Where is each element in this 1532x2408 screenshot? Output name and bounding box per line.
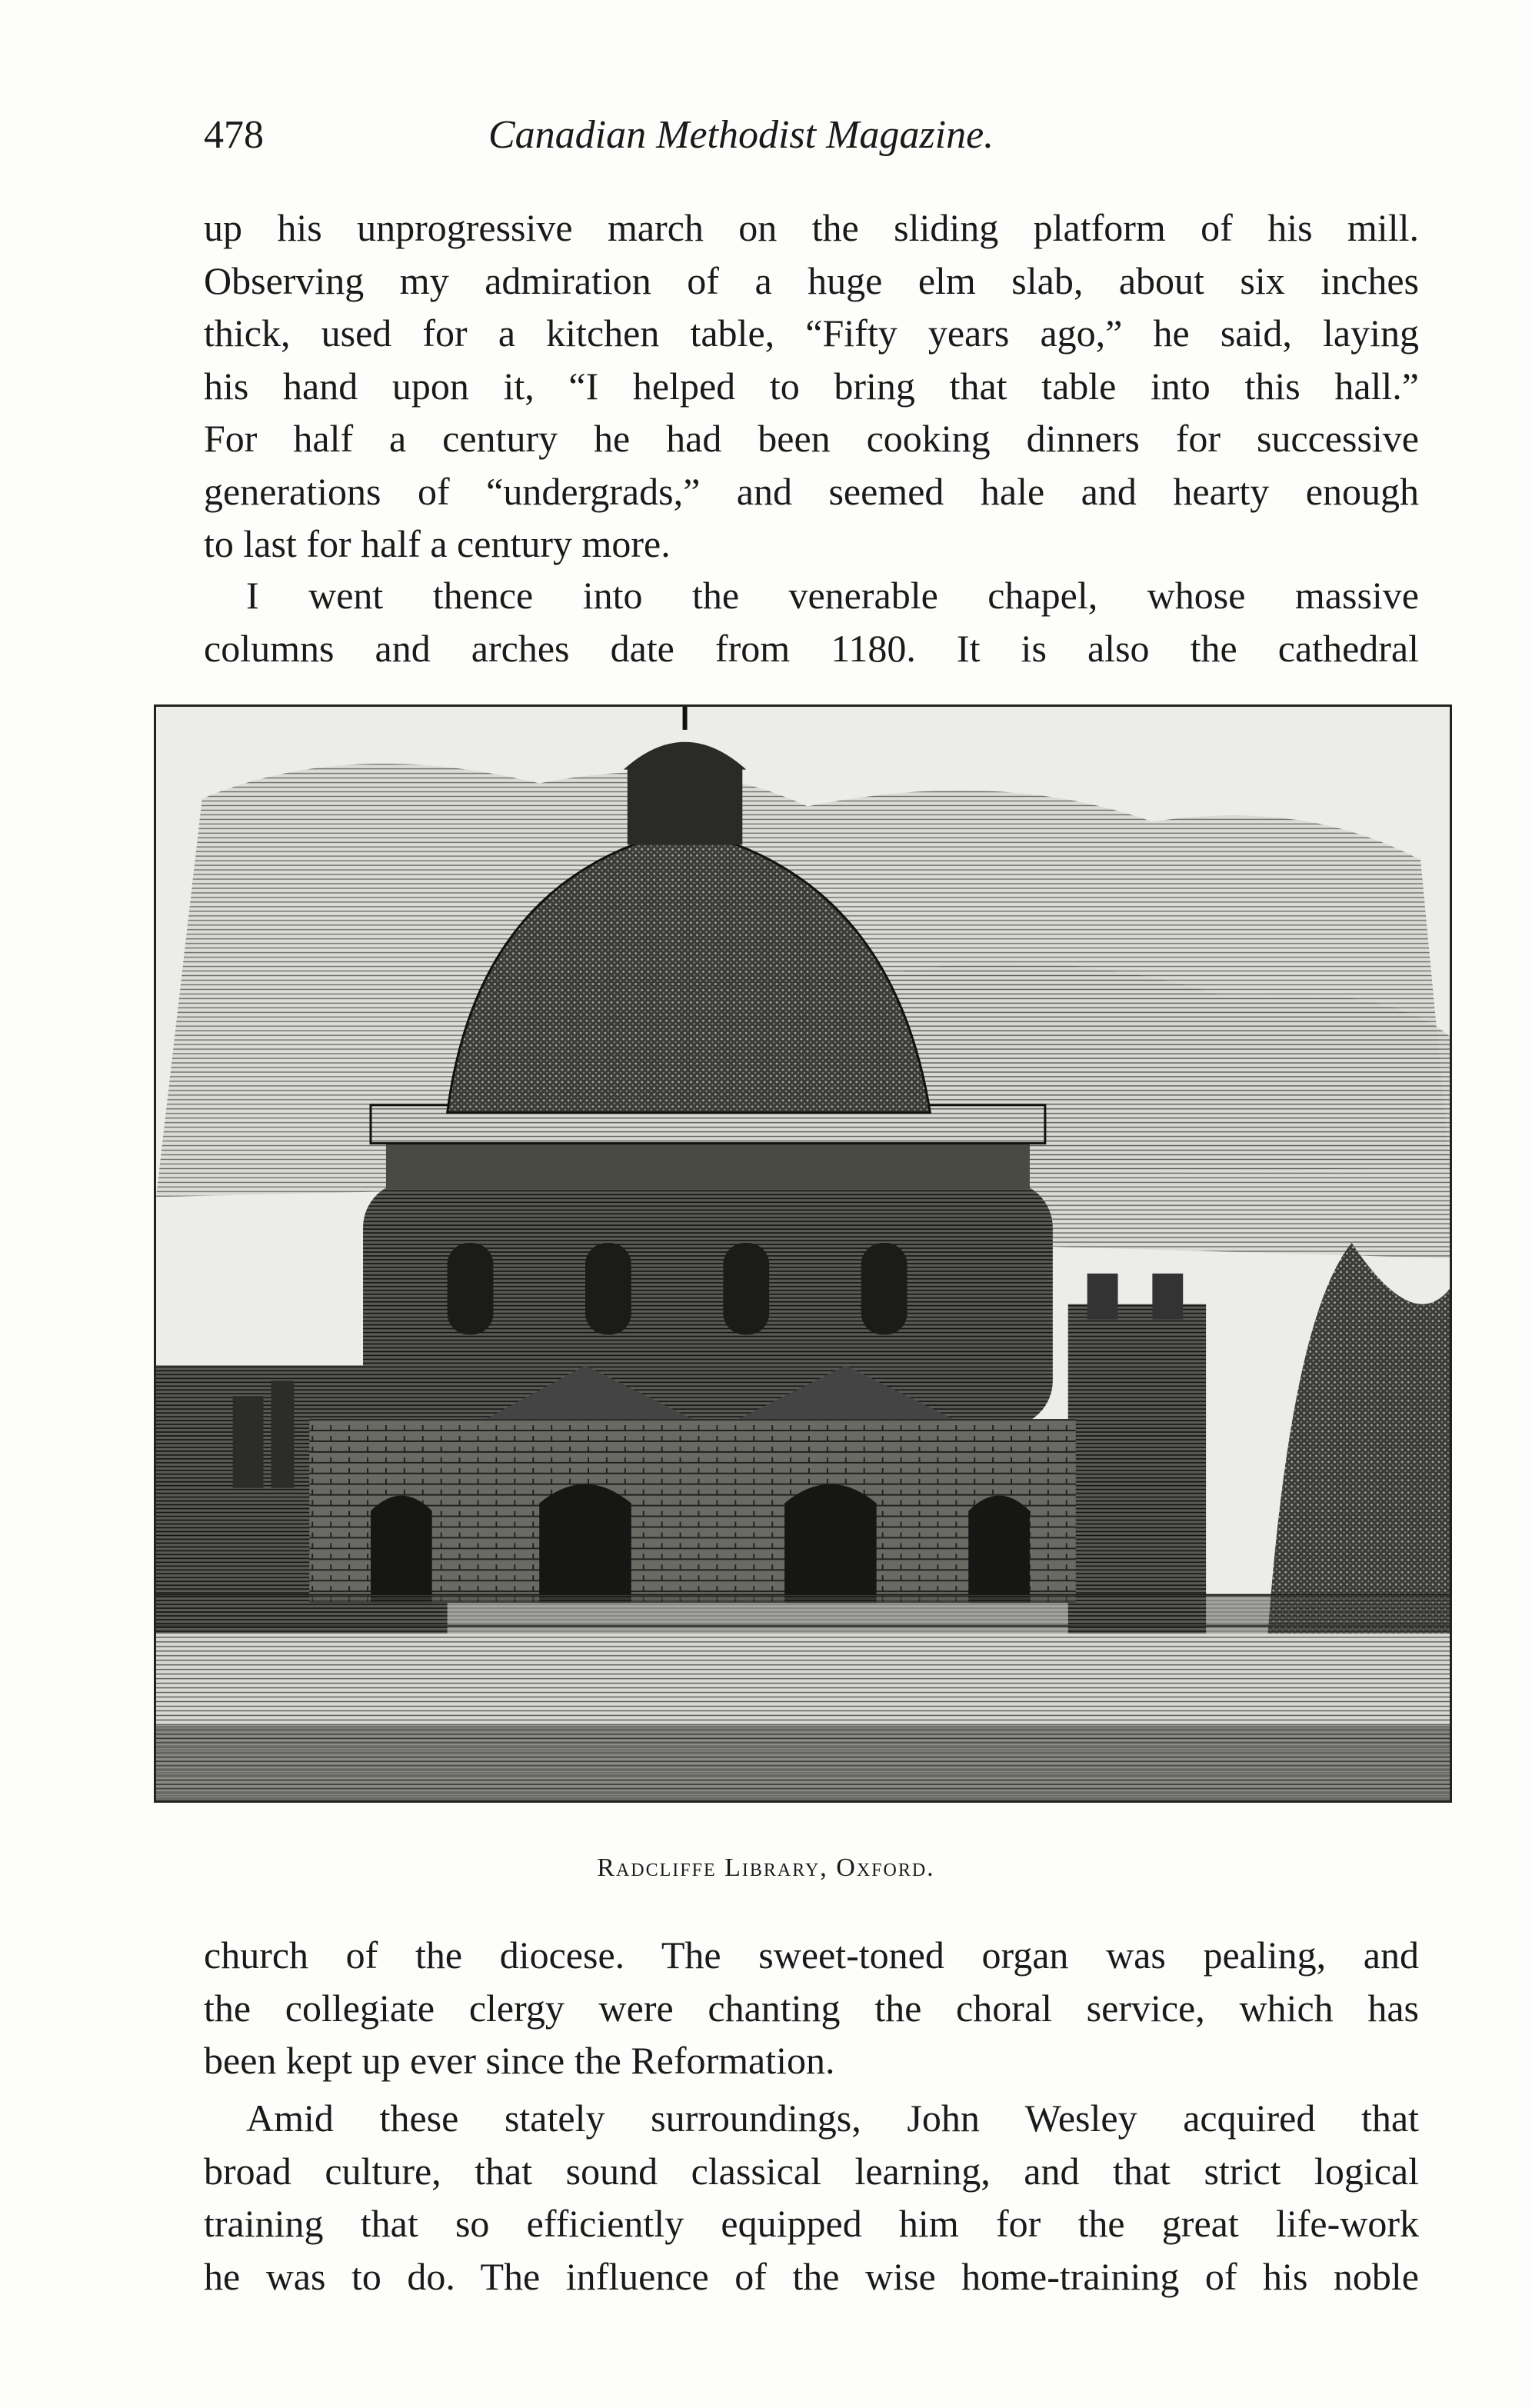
text-line: thick, used for a kitchen table, “Fifty years ago,” he said, laying [204,311,1419,355]
paragraph-1 [204,201,1419,571]
text-line: training that so efficiently equipped him for the great life-work [204,2202,1419,2245]
text-line: columns and arches date from 1180. It is also the cathedral [204,626,1419,670]
paragraph-3 [204,1929,1419,2087]
text-line: I went thence into the venerable chapel, whose massive [246,574,1419,617]
text-line: been kept up ever since the Reformation. [204,2039,835,2082]
text-line: broad culture, that sound classical learning, and that strict logical [204,2149,1419,2193]
text-line: church of the diocese. The sweet-toned organ was pealing, and [204,1933,1419,1977]
engraving-drawing [156,707,1450,1800]
paragraph-4 [204,2092,1419,2303]
page-number: 478 [204,113,264,157]
page-header [204,108,1419,169]
text-line: Amid these stately surroundings, John Wesley acquired that [246,2097,1419,2140]
text-line: up his unprogressive march on the sliding platform of his mill. [204,206,1419,249]
text-line: to last for half a century more. [204,522,671,565]
paragraph-2 [204,569,1419,674]
text-line: For half a century he had been cooking dinners for successive [204,417,1419,460]
illustration-caption: Radcliffe Library, Oxford. [597,1853,935,1882]
radcliffe-library-engraving [154,704,1452,1803]
text-line: the collegiate clergy were chanting the choral service, which has [204,1986,1419,2030]
text-line: Observing my admiration of a huge elm slab, about six inches [204,258,1419,302]
running-title: Canadian Methodist Magazine. [488,113,994,157]
text-line: his hand upon it, “I helped to bring that table into this hall.” [204,364,1419,408]
text-line: generations of “undergrads,” and seemed hale and hearty enough [204,469,1419,513]
text-line: he was to do. The influence of the wise home-training of his noble [204,2254,1419,2298]
